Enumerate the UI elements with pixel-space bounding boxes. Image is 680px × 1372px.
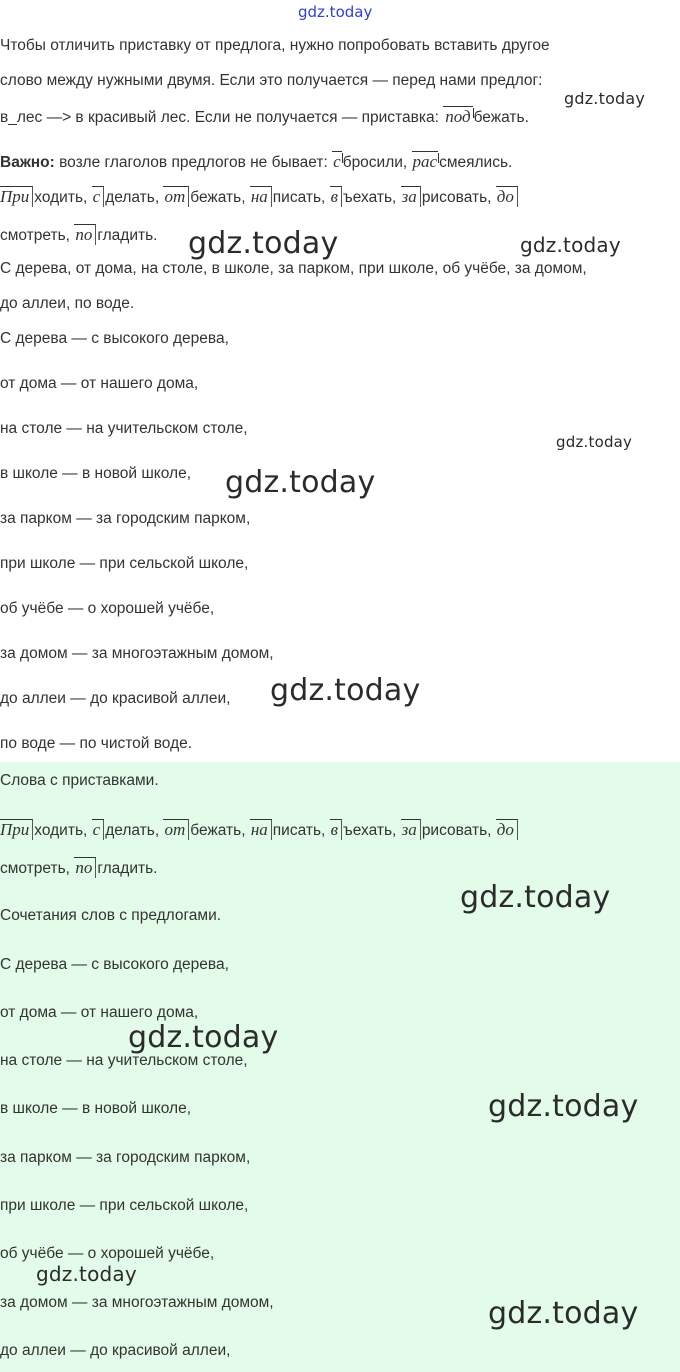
- root-word: смотреть,: [0, 227, 70, 244]
- watermark: gdz.today: [128, 1020, 279, 1055]
- phrases-line-2: до аллеи, по воде.: [0, 295, 135, 312]
- answer-prefix-words-line-1: [0, 819, 519, 841]
- answer-phrase-pair: в школе — в новой школе,: [0, 1100, 191, 1117]
- phrases-line-1: С дерева, от дома, на столе, в школе, за парком, при школе, об учёбе, за домом,: [0, 260, 587, 277]
- prefix: в: [330, 819, 342, 840]
- root-word: смотреть,: [0, 860, 70, 877]
- answer-phrase-pair: на столе — на учительском столе,: [0, 1052, 248, 1069]
- root-word: писать,: [272, 189, 326, 206]
- phrase-pair: до аллеи — до красивой аллеи,: [0, 690, 231, 707]
- prefix: от: [163, 819, 189, 840]
- prefix: на: [250, 186, 272, 207]
- watermark: gdz.today: [36, 1262, 137, 1286]
- answer-title-prefixes: Слова с приставками.: [0, 772, 159, 789]
- phrase-pair: на столе — на учительском столе,: [0, 420, 248, 437]
- prefix: на: [250, 819, 272, 840]
- prefix: При: [0, 819, 33, 840]
- watermark: gdz.today: [488, 1089, 639, 1124]
- answer-phrase-pair: до аллеи — до красивой аллеи,: [0, 1342, 231, 1359]
- watermark: gdz.today: [556, 433, 633, 451]
- prefix-pod: под: [445, 107, 471, 126]
- prefix: с: [92, 819, 105, 840]
- answer-prefix-words-line-2: [0, 857, 157, 879]
- important-note: [0, 151, 512, 173]
- root-word: гладить.: [97, 860, 158, 877]
- answer-phrase-pair: за домом — за многоэтажным домом,: [0, 1294, 274, 1311]
- rule-example-text: в_лес —> в красивый лес. Если не получается — приставка:: [0, 109, 439, 126]
- root-word: ходить,: [34, 189, 88, 206]
- rule-paragraph-line-2: слово между нужными двумя. Если это получается — перед нами предлог:: [0, 72, 543, 89]
- phrase-pair: С дерева — с высокого дерева,: [0, 330, 229, 347]
- answer-phrase-pair: об учёбе — о хорошей учёбе,: [0, 1245, 215, 1262]
- prefix-words-line-2: [0, 224, 157, 246]
- answer-phrase-pair: С дерева — с высокого дерева,: [0, 956, 229, 973]
- answer-phrase-pair: при школе — при сельской школе,: [0, 1197, 249, 1214]
- prefix: до: [496, 819, 518, 840]
- watermark: gdz.today: [460, 880, 611, 915]
- phrase-pair: за парком — за городским парком,: [0, 510, 251, 527]
- root-word: гладить.: [97, 227, 158, 244]
- answer-phrase-pair: от дома — от нашего дома,: [0, 1004, 199, 1021]
- phrase-pair: об учёбе — о хорошей учёбе,: [0, 600, 215, 617]
- root-word: писать,: [272, 822, 326, 839]
- watermark: gdz.today: [270, 673, 421, 708]
- watermark: gdz.today: [520, 233, 621, 257]
- prefix-words-line-1: [0, 186, 519, 208]
- important-text: возле глаголов предлогов не бывает:: [59, 154, 328, 171]
- watermark: gdz.today: [564, 89, 646, 108]
- prefix: в: [330, 186, 342, 207]
- phrase-pair: за домом — за многоэтажным домом,: [0, 645, 274, 662]
- answer-title-phrases: Сочетания слов с предлогами.: [0, 907, 222, 924]
- rule-paragraph-line-1: Чтобы отличить приставку от предлога, нужно попробовать вставить другое: [0, 37, 550, 54]
- prefix: по: [74, 224, 96, 245]
- answer-phrase-pair: за парком — за городским парком,: [0, 1149, 251, 1166]
- site-logo[interactable]: gdz.today: [298, 3, 373, 21]
- phrase-pair: от дома — от нашего дома,: [0, 375, 199, 392]
- prefix: за: [401, 186, 421, 207]
- prefix: При: [0, 186, 33, 207]
- phrase-pair: при школе — при сельской школе,: [0, 555, 249, 572]
- root-word: ходить,: [34, 822, 88, 839]
- important-label: Важно:: [0, 154, 55, 171]
- rule-paragraph-line-3: [0, 106, 529, 128]
- root-word: рисовать,: [421, 822, 492, 839]
- prefix-s: с: [333, 152, 341, 171]
- important-word-2: смеялись.: [439, 154, 513, 171]
- prefix: до: [496, 186, 518, 207]
- root-word: ъехать,: [343, 189, 397, 206]
- rule-example-word: бежать.: [473, 109, 529, 126]
- prefix-ras: рас: [412, 152, 438, 171]
- root-word: ъехать,: [343, 822, 397, 839]
- watermark: gdz.today: [488, 1296, 639, 1331]
- root-word: бежать,: [190, 189, 246, 206]
- root-word: делать,: [105, 822, 160, 839]
- prefix: по: [74, 857, 96, 878]
- important-word-1: бросили,: [342, 154, 408, 171]
- prefix: за: [401, 819, 421, 840]
- phrase-pair: по воде — по чистой воде.: [0, 735, 193, 752]
- root-word: бежать,: [190, 822, 246, 839]
- root-word: рисовать,: [421, 189, 492, 206]
- watermark: gdz.today: [225, 465, 376, 500]
- watermark: gdz.today: [188, 226, 339, 261]
- phrase-pair: в школе — в новой школе,: [0, 465, 191, 482]
- prefix: с: [92, 186, 105, 207]
- root-word: делать,: [105, 189, 160, 206]
- prefix: от: [163, 186, 189, 207]
